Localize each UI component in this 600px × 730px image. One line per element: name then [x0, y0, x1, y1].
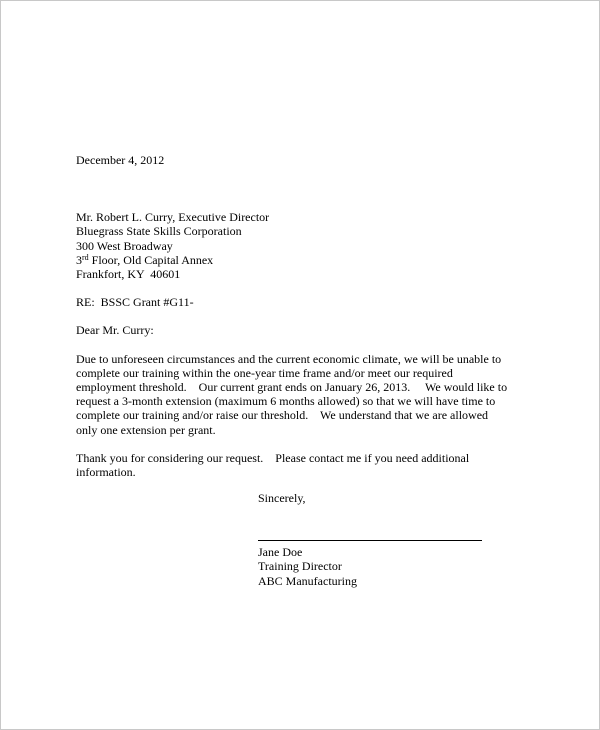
- recipient-floor: [76, 253, 546, 267]
- recipient-street: 300 West Broadway: [76, 238, 173, 253]
- floor-ordinal-suffix: rd: [82, 252, 89, 262]
- paragraph-line: Thank you for considering our request. Please contact me if you need additional: [76, 450, 470, 465]
- signature-line: [258, 540, 482, 541]
- letter-date: December 4, 2012: [76, 153, 165, 167]
- paragraph-line: complete our training and/or raise our threshold. We understand that we are allowed: [76, 408, 489, 423]
- signer-company: ABC Manufacturing: [258, 573, 357, 588]
- closing: Sincerely,: [258, 491, 306, 505]
- recipient-name-title: Mr. Robert L. Curry, Executive Director: [76, 210, 270, 225]
- paragraph-line: request a 3-month extension (maximum 6 months allowed) so that we will have time to: [76, 394, 496, 409]
- paragraph-line: information.: [76, 465, 136, 480]
- paragraph-line: employment threshold. Our current grant ends on January 26, 2013. We would like to: [76, 380, 508, 395]
- signer-name: Jane Doe: [258, 545, 303, 560]
- floor-rest: Floor, Old Capital Annex: [88, 252, 214, 267]
- paragraph-line: only one extension per grant.: [76, 422, 216, 437]
- letter-body: [76, 153, 546, 493]
- paragraph-line: Due to unforeseen circumstances and the current economic climate, we will be unable to: [76, 351, 502, 366]
- floor-ordinal: 3: [76, 252, 82, 267]
- signer-title: Training Director: [258, 559, 342, 574]
- signature-block: [258, 491, 482, 588]
- body-paragraph-2: [76, 451, 546, 479]
- recipient-address: [76, 210, 546, 281]
- recipient-city-state-zip: Frankfort, KY 40601: [76, 267, 181, 282]
- re-line: RE: BSSC Grant #G11-: [76, 295, 194, 310]
- recipient-organization: Bluegrass State Skills Corporation: [76, 224, 242, 239]
- salutation: Dear Mr. Curry:: [76, 323, 154, 338]
- body-paragraph-1: [76, 352, 546, 437]
- paragraph-line: complete our training within the one-year time frame and/or meet our required: [76, 365, 453, 380]
